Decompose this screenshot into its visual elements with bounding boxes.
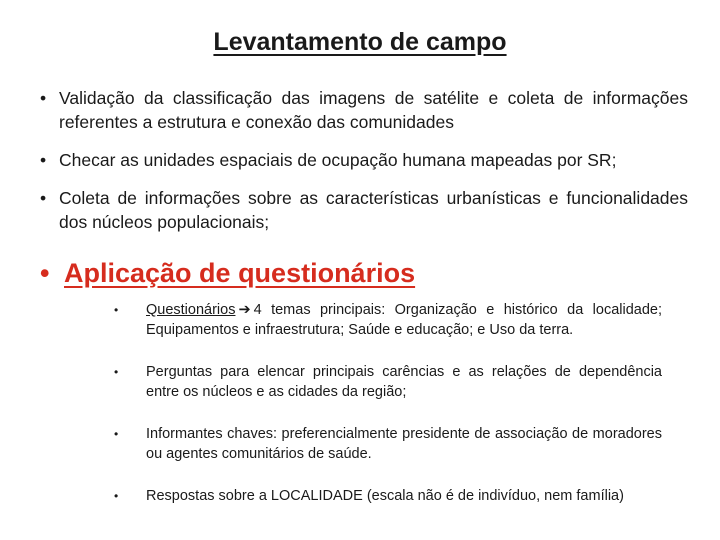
- arrow-right-icon: ➔: [238, 302, 251, 318]
- bullet-text: Coleta de informações sobre as características urbanísticas e funcionalidades dos núcleos populacionais;: [59, 188, 688, 232]
- bullet-text: Checar as unidades espaciais de ocupação humana mapeadas por SR;: [59, 150, 617, 170]
- sub-item-respostas: [110, 486, 662, 506]
- bullet-icon: •: [40, 150, 47, 170]
- bullet-item-validacao: [40, 86, 688, 134]
- bullet-icon: •: [40, 188, 47, 208]
- sub-item-text: Informantes chaves: preferencialmente presidente de associação de moradores ou agentes comunitários de saúde.: [146, 426, 662, 462]
- highlight-text: Aplicação de questionários: [64, 258, 416, 288]
- bullet-icon: •: [114, 427, 119, 441]
- questionarios-term: Questionários: [146, 302, 236, 318]
- highlight-bullet: [40, 256, 688, 290]
- bullet-icon: •: [114, 489, 119, 503]
- slide-title: Levantamento de campo: [213, 28, 507, 56]
- main-bullet-list: [40, 86, 688, 290]
- bullet-text: Validação da classificação das imagens de satélite e coleta de informações referentes a estrutura e conexão das comunidades: [59, 88, 688, 132]
- bullet-icon: •: [114, 303, 119, 317]
- sub-item-text: Respostas sobre a LOCALIDADE (escala não é de indivíduo, nem família): [146, 488, 624, 504]
- bullet-item-coleta: [40, 186, 688, 234]
- sub-item-informantes: [110, 424, 662, 464]
- bullet-icon: •: [114, 365, 119, 379]
- sub-item-text: Perguntas para elencar principais carências e as relações de dependência entre os núcleos e as cidades da região;: [146, 364, 662, 400]
- sub-item-text: 4 temas principais: Organização e histórico da localidade; Equipamentos e infraestrutura; Saúde e educação; e Uso da terra.: [146, 302, 662, 338]
- sub-item-questionarios: [110, 300, 662, 340]
- sub-bullet-list: [110, 300, 662, 528]
- bullet-item-checar: [40, 148, 688, 172]
- sub-item-perguntas: [110, 362, 662, 402]
- bullet-icon: •: [40, 258, 50, 288]
- bullet-icon: •: [40, 88, 47, 108]
